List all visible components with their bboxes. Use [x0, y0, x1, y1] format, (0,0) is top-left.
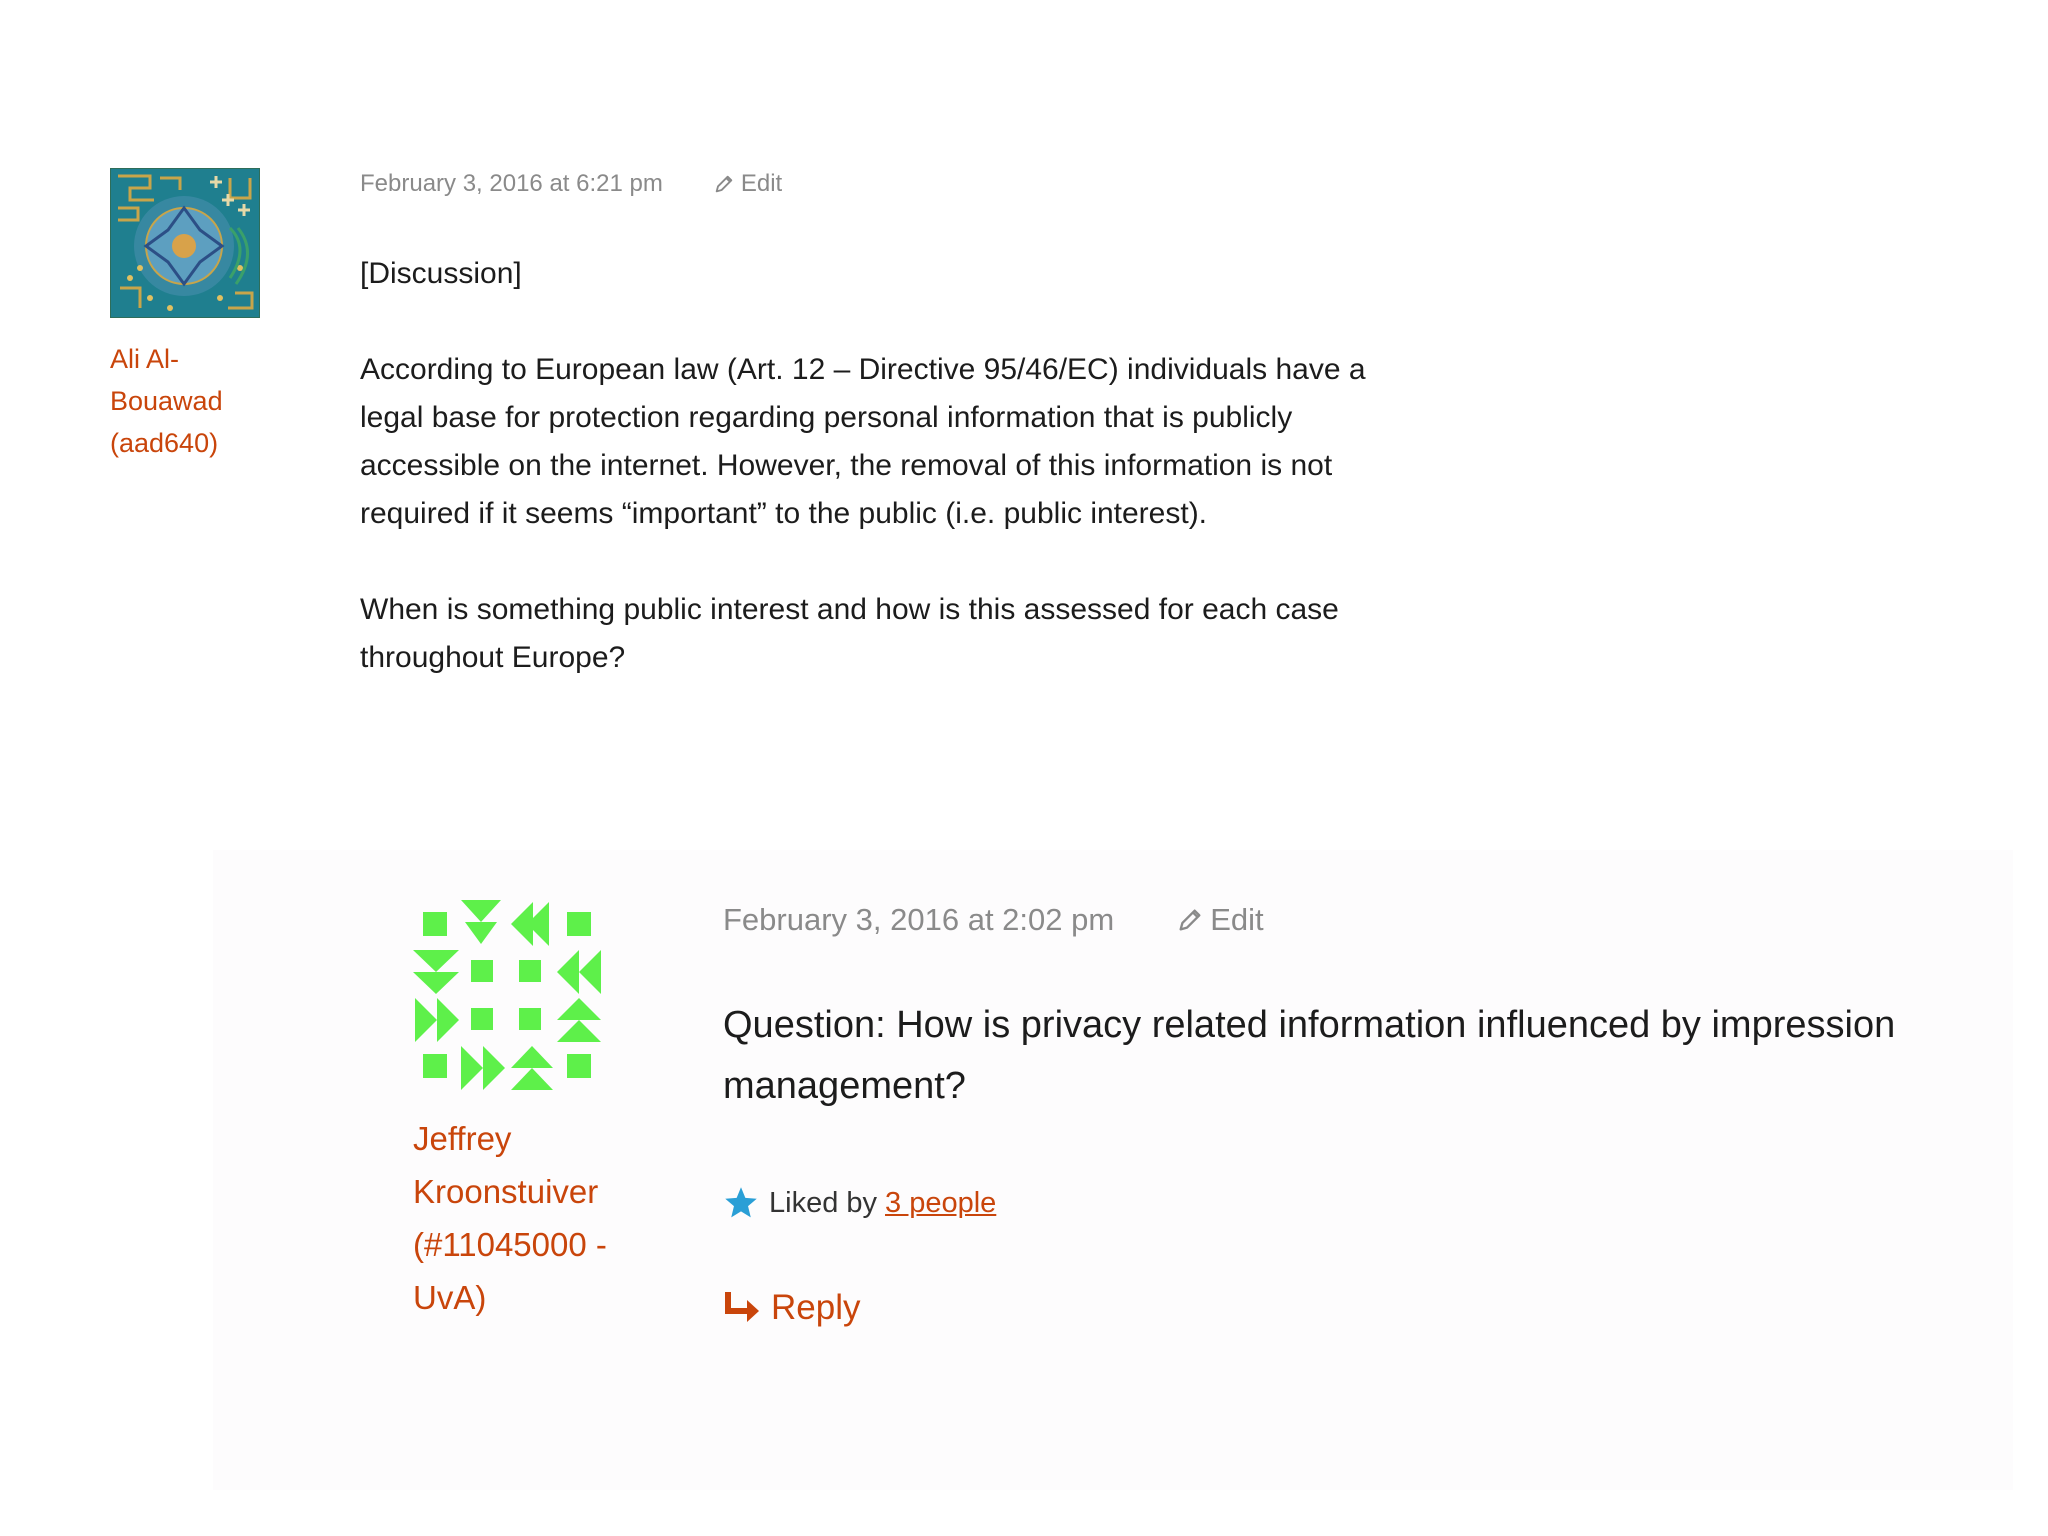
comment-date[interactable]: February 3, 2016 at 2:02 pm — [723, 902, 1115, 937]
comment-meta — [723, 902, 1264, 938]
comment-author[interactable]: Jeffrey Kroonstuiver (#11045000 - UvA) — [413, 1120, 607, 1316]
comment-paragraph: According to European law (Art. 12 – Directive 95/46/EC) individuals have a legal base for protection regarding personal information that is publicly accessible on the internet. However, the removal of this information is not required if it seems “important” to the public (i.e. public interest). — [360, 353, 1366, 530]
avatar[interactable] — [413, 900, 603, 1090]
reply-arrow-icon — [723, 1291, 761, 1325]
comment-date[interactable]: February 3, 2016 at 6:21 pm — [360, 170, 663, 197]
comment-reply — [213, 850, 2013, 1490]
pencil-icon — [713, 173, 735, 195]
comment-body — [723, 995, 1963, 1117]
likes — [723, 1185, 996, 1221]
star-icon[interactable] — [723, 1185, 759, 1221]
reply-label: Reply — [771, 1288, 861, 1327]
comment-meta — [360, 170, 782, 198]
edit-label: Edit — [1210, 902, 1264, 937]
avatar[interactable] — [110, 168, 260, 318]
comment-paragraph: When is something public interest and how is this assessed for each case throughout Europe? — [360, 593, 1339, 674]
edit-link[interactable] — [1176, 902, 1263, 938]
likes-prefix: Liked by — [769, 1186, 878, 1219]
reply-button[interactable] — [723, 1288, 860, 1328]
pencil-icon — [1176, 906, 1204, 934]
comment-author[interactable]: Ali Al-Bouawad (aad640) — [110, 344, 223, 458]
comment-paragraph: [Discussion] — [360, 257, 522, 290]
comment-paragraph: Question: How is privacy related information influenced by impression management? — [723, 1004, 1896, 1107]
edit-label: Edit — [740, 170, 783, 197]
edit-link[interactable] — [713, 170, 782, 198]
likes-people-link[interactable]: 3 people — [885, 1186, 997, 1219]
comment-body — [360, 250, 1370, 730]
